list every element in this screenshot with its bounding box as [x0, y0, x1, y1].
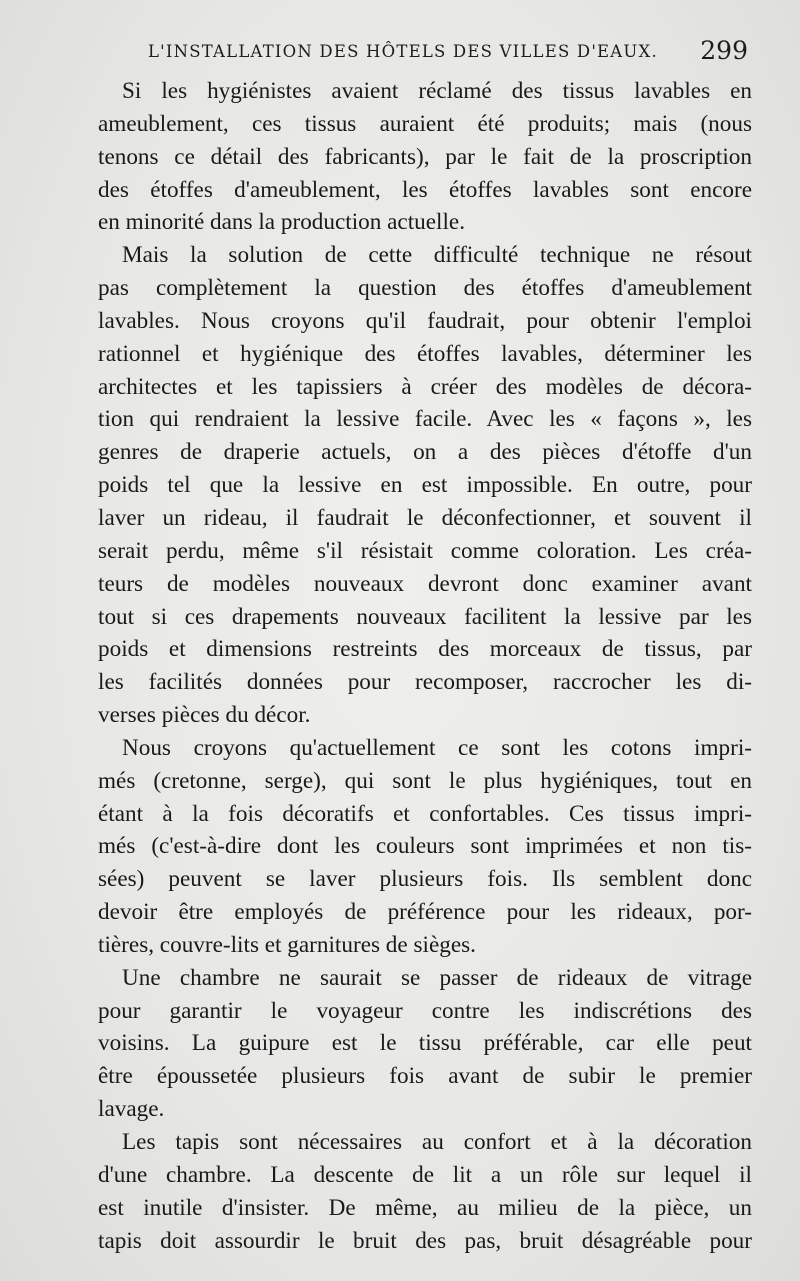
paragraph-5: [98, 1126, 752, 1257]
text-line: teurs de modèles nouveaux devront donc examiner avant: [98, 570, 752, 597]
text-line: tières, couvre-lits et garnitures de sièges.: [98, 931, 476, 958]
text-line: des étoffes d'ameublement, les étoffes lavables sont encore: [98, 176, 752, 203]
text-line: d'une chambre. La descente de lit a un rôle sur lequel il: [98, 1161, 752, 1188]
text-line: Les tapis sont nécessaires au confort et à la décoration: [122, 1129, 752, 1155]
text-line: serait perdu, même s'il résistait comme coloration. Les créa-: [98, 537, 752, 564]
text-line: en minorité dans la production actuelle.: [98, 209, 466, 236]
text-line: être époussetée plusieurs fois avant de subir le premier: [98, 1063, 752, 1090]
text-line: architectes et les tapissiers à créer des modèles de décora-: [98, 373, 752, 400]
page-number: 299: [700, 36, 748, 65]
text-line: lavables. Nous croyons qu'il faudrait, pour obtenir l'emploi: [98, 307, 752, 334]
running-title: L'INSTALLATION DES HÔTELS DES VILLES D'EAUX.: [148, 42, 658, 61]
paragraph-4: [98, 962, 752, 1126]
text-line: Si les hygiénistes avaient réclamé des tissus lavables en: [122, 78, 752, 104]
text-line: verses pièces du décor.: [98, 702, 311, 729]
text-line: ameublement, ces tissus auraient été produits; mais (nous: [98, 110, 752, 137]
text-line: lavage.: [98, 1096, 165, 1123]
text-line: tion qui rendraient la lessive facile. Avec les « façons », les: [98, 406, 752, 433]
text-line: tout si ces drapements nouveaux facilitent la lessive par les: [98, 603, 752, 630]
text-line: poids et dimensions restreints des morceaux de tissus, par: [98, 636, 752, 663]
paragraph-3: [98, 732, 752, 962]
text-line: tapis doit assourdir le bruit des pas, bruit désagréable pour: [98, 1227, 752, 1254]
text-line: est inutile d'insister. De même, au milieu de la pièce, un: [98, 1194, 752, 1221]
text-line: voisins. La guipure est le tissu préférable, car elle peut: [98, 1030, 752, 1057]
text-line: sées) peuvent se laver plusieurs fois. Ils semblent donc: [98, 866, 752, 893]
text-line: més (c'est-à-dire dont les couleurs sont imprimées et non tis-: [98, 833, 752, 860]
text-line: genres de draperie actuels, on a des pièces d'étoffe d'un: [98, 439, 752, 466]
text-line: Mais la solution de cette difficulté technique ne résout: [122, 242, 752, 269]
text-line: devoir être employés de préférence pour les rideaux, por-: [98, 899, 752, 926]
body-text: [98, 75, 752, 1257]
paragraph-1: [98, 75, 752, 239]
text-line: poids tel que la lessive en est impossible. En outre, pour: [98, 472, 752, 499]
text-line: Nous croyons qu'actuellement ce sont les cotons impri-: [122, 734, 752, 761]
text-line: Une chambre ne saurait se passer de rideaux de vitrage: [122, 964, 752, 991]
text-line: rationnel et hygiénique des étoffes lavables, déterminer les: [98, 340, 752, 367]
text-line: les facilités données pour recomposer, raccrocher les di-: [98, 669, 752, 696]
text-line: étant à la fois décoratifs et confortables. Ces tissus impri-: [98, 800, 752, 827]
text-line: més (cretonne, serge), qui sont le plus hygiéniques, tout en: [98, 767, 752, 794]
text-line: pour garantir le voyageur contre les indiscrétions des: [98, 997, 752, 1024]
text-line: tenons ce détail des fabricants), par le fait de la proscription: [98, 143, 752, 170]
text-line: pas complètement la question des étoffes d'ameublement: [98, 275, 752, 302]
running-head: [148, 38, 748, 70]
text-line: laver un rideau, il faudrait le déconfectionner, et souvent il: [98, 504, 752, 531]
paragraph-2: [98, 239, 752, 732]
